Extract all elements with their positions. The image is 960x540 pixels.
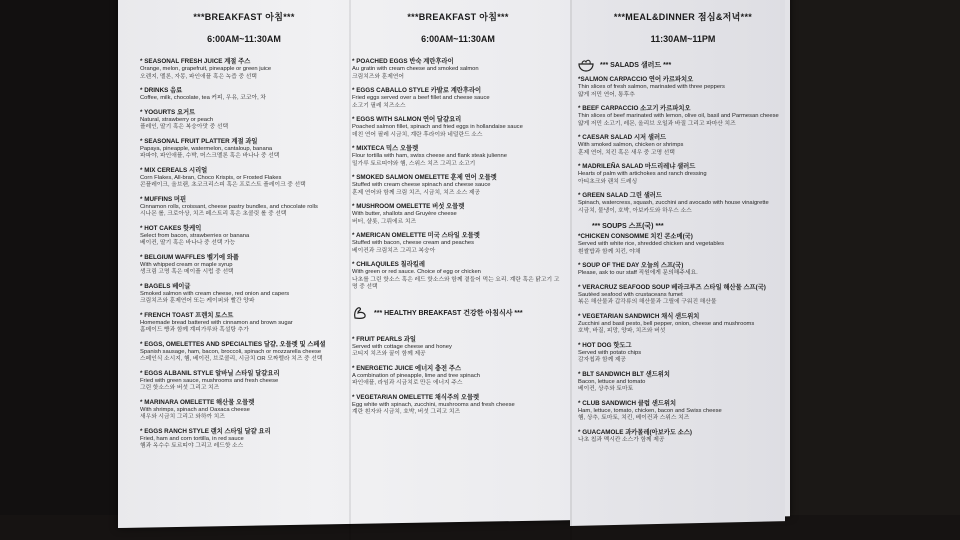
menu-item-name: * EGGS CABALLO STYLE 카발로 계란후라이 [352,87,482,94]
menu-item [578,76,788,99]
menu-item-description: Bacon, lettuce and tomato [578,378,646,385]
menu-item-name: * SOUP OF THE DAY 오늘의 스프(국) [578,262,684,269]
menu-item [352,232,564,255]
healthy-breakfast-heading [352,306,564,320]
soups-heading [592,221,788,231]
menu-item-description: Spanish sausage, ham, bacon, broccoli, spinach or mozzarella cheese [140,348,322,355]
menu-item-korean: 계란 흰자와 시금치, 호박, 버섯 그리고 치즈 [352,409,461,415]
menu-item [352,58,564,81]
salads-title: *** SALADS 샐러드 *** [600,62,672,69]
menu-item-description: Ham, lettuce, tomato, chicken, bacon and Swiss cheese [578,407,722,414]
menu-item-description: With smoked salmon, chicken or shrimps [578,142,684,148]
menu-item-name: * VEGETARIAN SANDWICH 채식 샌드위치 [578,312,700,320]
menu-item-name: * BEEF CARPACCIO 소고기 카르파치오 [578,105,691,112]
menu-item-korean: 나초를 그린 핫소스 혹은 레드 핫소스와 함께 곁들어 먹는 요리. 계란 혹은 닭고기 고명 중 선택 [352,276,560,290]
menu-item-description: Au gratin with cream cheese and smoked salmon [352,66,479,72]
menu-item-description: Fried with green sauce, mushrooms and fresh cheese [140,377,279,384]
soups-title: *** SOUPS 스프(국) *** [592,223,664,230]
column-title: ***BREAKFAST 아침*** [407,12,509,22]
menu-item [578,134,788,157]
menu-item-description: Sautéed seafood with crustaceans fumet [578,291,683,298]
menu-item-description: Stuffed with bacon, cheese cream and peaches [352,240,475,246]
menu-item-korean: 크림치즈와 훈제연어 또는 케이퍼와 빨간 양파 [140,298,255,304]
menu-item-name: * CAESAR SALAD 시저 샐러드 [578,134,667,141]
menu-item [140,341,348,364]
menu-item-name: * HOT DOG 핫도그 [578,341,632,349]
menu-item-name: * VEGETARIAN OMELETTE 채식주의 오믈렛 [352,393,480,401]
meal-dinner-column [578,10,788,450]
menu-item-description: With whipped cream or maple syrup [140,261,233,268]
menu-item-description: Served with white rice, shredded chicken and vegetables [578,241,724,247]
salads-list [578,76,788,215]
column-hours: 6:00AM~11:30AM [207,34,281,44]
menu-list [140,58,348,451]
healthy-menu-list [352,336,564,417]
menu-item [578,262,788,278]
fold-line-1 [349,0,351,540]
menu-item-name: * CLUB SANDWICH 클럽 샌드위치 [578,399,677,407]
menu-item-korean: 코티지 치즈와 꿀이 함께 제공 [352,351,426,357]
menu-item-name: * GUACAMOLE 과카몰레(아보카도 소스) [578,428,692,436]
menu-item-name: * POACHED EGGS 반숙 계란후라이 [352,58,454,65]
menu-item-description: Smoked salmon with cream cheese, red onion and capers [140,290,290,297]
menu-item-korean: 햄과 옥수수 토르띠야 그리고 레드핫 소스 [140,443,244,449]
column-title: ***BREAKFAST 아침*** [193,12,295,22]
fold-line-2 [570,0,572,540]
menu-item-korean: 생크림 고명 혹은 메이플 시럽 중 선택 [140,269,234,275]
menu-item [352,87,564,110]
menu-item-korean: 나초 칩과 멕시칸 소스가 함께 제공 [578,436,665,443]
menu-item-name: * FRUIT PEARLS 과일 [352,335,416,343]
menu-item-description: Cinnamon rolls, croissant, cheese pastry bundles, and chocolate rolls [140,203,318,210]
menu-item-description: Select from bacon, strawberries or banana [140,232,250,239]
menu-item-name: * YOGURTS 요거트 [140,108,196,116]
menu-item-korean: 오렌지, 멜론, 자몽, 파인애플 혹은 녹즙 중 선택 [140,73,257,80]
menu-item-korean: 얇게 저민 소고기, 레몬, 올리브 오일과 바질 그리고 파마산 치즈 [578,120,736,127]
breakfast-column-2 [352,10,564,423]
salads-heading [578,58,788,72]
menu-item-description: Please, ask to our staff 직원에게 문의해주세요. [578,270,698,276]
menu-item-name: * EGGS RANCH STYLE 랜치 스타일 달걀 요리 [140,427,271,435]
menu-item [578,342,788,365]
menu-item-korean: 훈제 연어, 치킨 혹은 새우 중 고명 선택 [578,149,675,156]
menu-item-name: * EGGS ALBANIL STYLE 알바닐 스타일 달걀요리 [140,369,280,377]
menu-item-description: Served with potato chips [578,349,642,356]
menu-item-description: Served with cottage cheese and honey [352,343,452,350]
menu-item-name: * MIXTECA 믹스 오믈렛 [352,145,419,152]
menu-item-name: *CHICKEN CONSOMME 치킨 콘소메(국) [578,233,693,240]
menu-item-korean: 베이컨, 딸기 혹은 바나나 중 선택 가능 [140,240,236,246]
menu-item-description: Homemade bread battered with cinnamon and brown sugar [140,319,293,326]
menu-item [578,313,788,336]
column-hours: 6:00AM~11:30AM [421,34,495,44]
menu-item-name: * FRENCH TOAST 프렌치 토스트 [140,311,234,319]
menu-item-name: * BAGELS 베이글 [140,282,191,290]
menu-item-name: * GREEN SALAD 그린 샐러드 [578,192,662,199]
menu-item-korean: 아티초크와 랜치 드레싱 [578,178,638,185]
menu-item [140,225,348,248]
menu-item-name: *SALMON CARPACCIO 연어 카르파치오 [578,76,694,83]
menu-item [140,109,348,132]
menu-item [140,428,348,451]
menu-item [352,336,564,359]
menu-item-name: * MARINARA OMELETTE 해산물 오믈렛 [140,398,255,406]
menu-item [140,58,348,81]
menu-item-name: * MADRILEÑA SALAD 마드리레냐 샐러드 [578,163,696,170]
menu-item-korean: 버터, 샬롯, 그뤼에르 치즈 [352,218,417,225]
menu-item [140,399,348,422]
menu-item [140,87,348,103]
menu-item-description: Egg white with spinach, zucchini, mushrooms and fresh cheese [352,401,515,408]
menu-item [140,283,348,306]
menu-item-name: * SEASONAL FRUIT PLATTER 계절 과일 [140,137,258,145]
menu-item [140,196,348,219]
menu-item [352,203,564,226]
menu-item-name: * MUSHROOM OMELETTE 버섯 오믈렛 [352,203,465,210]
menu-item-description: Poached salmon fillet, spinach and fried eggs in hollandaise sauce [352,124,523,130]
menu-item-name: * SMOKED SALMON OMELETTE 훈제 연어 오믈렛 [352,174,497,181]
menu-item-name: * HOT CAKES 핫케익 [140,224,202,232]
menu-item [352,261,564,292]
menu-item [578,105,788,128]
menu-item-description: Corn Flakes, All-bran, Choco Krispis, or Frosted Flakes [140,174,282,181]
menu-item [578,400,788,423]
menu-item [352,116,564,139]
menu-item-description: With shrimps, spinach and Oaxaca cheese [140,406,250,413]
menu-item-korean: 소고기 필레 치즈소스 [352,102,406,109]
menu-item-name: * ENERGETIC JUICE 에너지 충전 주스 [352,364,462,372]
menu-item [140,138,348,161]
menu-item-description: With butter, shallots and Gruyère cheese [352,211,457,217]
menu-item-korean: 크림치즈와 훈제연어 [352,73,405,80]
menu-item-korean: 데친 연어 필레 시금치, 계란 후라이와 네덜란드 소스 [352,131,483,138]
menu-item [578,429,788,445]
menu-item-description: Fried eggs served over a beef fillet and cheese sauce [352,95,490,101]
salad-bowl-icon [578,58,594,72]
menu-item-korean: 시나몬 롤, 크로아상, 치즈 페스트리 혹은 초콜릿 롤 중 선택 [140,211,287,217]
menu-item-name: * DRINKS 음료 [140,87,183,94]
breakfast-column-1 [140,10,348,457]
menu-item [578,371,788,394]
menu-item-description: Natural, strawberry or peach [140,116,214,123]
menu-item-name: * SEASONAL FRESH JUICE 계절 주스 [140,58,251,65]
menu-item-name: * BELGIUM WAFFLES 벨기에 와플 [140,253,239,261]
menu-item [578,233,788,256]
menu-item [578,163,788,186]
menu-item-description: Papaya, pineapple, watermelon, cantaloup, banana [140,145,273,152]
menu-item [352,145,564,168]
column-hours: 11:30AM~11PM [650,34,716,44]
menu-item-name: * CHILAQUILES 칠라킬레 [352,261,425,268]
menu-item-korean: 베이컨과 크림치즈 그리고 복숭아 [352,247,436,254]
menu-item-korean: 시금치, 물냉이, 호박, 아보카도와 하우스 소스 [578,207,692,214]
menu-item [352,174,564,197]
menu-item-korean: 흰쌀밥과 함께 치킨, 야채 [578,248,641,255]
menu-item-description: Flour tortilla with ham, swiss cheese and flank steak julienne [352,153,507,159]
menu-item-korean: 새우와 시금치 그리고 와하까 치즈 [140,414,225,420]
column-title: ***MEAL&DINNER 점심&저녁*** [613,12,753,22]
menu-item [352,394,564,417]
menu-item-description: Hearts of palm with artichokes and ranch dressing [578,171,707,177]
menu-item-description: Thin slices of beef marinated with lemon, olive oil, basil and Parmesan cheese [578,113,779,119]
menu-item-description: Zucchini and basil pesto, bell pepper, onion, cheese and mushrooms [578,320,755,327]
menu-item-korean: 홈메이드 빵과 함께 계피가루와 흑설탕 추가 [140,327,249,333]
menu-item-name: * EGGS, OMELETTES AND SPECIALTIES 달걀, 오믈렛 및 스페셜 [140,340,326,348]
menu-item-description: With green or red sauce. Choice of egg or chicken [352,269,481,275]
menu-item-korean: 파인애플, 라임과 시금치로 만든 에너지 주스 [352,380,463,386]
menu-item [140,312,348,335]
menu-item-description: Orange, melon, grapefruit, pineapple or green juice [140,66,272,72]
menu-list [352,58,564,292]
table-background [0,0,120,540]
menu-item-korean: 파파야, 파인애플, 수박, 머스크멜론 혹은 바나나 중 선택 [140,153,280,159]
menu-item-korean: 감자칩과 함께 제공 [578,357,627,363]
menu-item-description: Thin slices of fresh salmon, marinated with three peppers [578,84,725,90]
menu-item [140,370,348,393]
menu-item-name: * BLT SANDWICH BLT 샌드위치 [578,370,670,378]
menu-item-korean: 베이컨, 상추와 토마토 [578,386,634,392]
menu-item-description: Stuffed with cream cheese spinach and cheese sauce [352,182,491,188]
menu-item-korean: 밀가루 토르띠야와 햄, 스위스 치즈 그리고 소고기 [352,160,476,167]
menu-item-name: * AMERICAN OMELETTE 미국 스타일 오믈렛 [352,232,480,239]
menu-item-korean: 햄, 상추, 토마토, 치킨, 베이컨과 스위스 치즈 [578,415,690,421]
menu-item-korean: 플레인, 딸기 혹은 복숭아맛 중 선택 [140,124,229,130]
menu-item [578,284,788,307]
menu-item-korean: 그린 핫소스와 버섯 그리고 치즈 [140,385,220,391]
menu-item-korean: 훈제 연어와 함께 크림 치즈, 시금치, 치즈 소스 제공 [352,189,481,196]
menu-item-name: * MUFFINS 머핀 [140,195,187,203]
menu-item-korean: 스페인식 소시지, 햄, 베이컨, 브로콜리, 시금치 OR 모짜렐라 치즈 중 선택 [140,356,323,362]
menu-item-name: * EGGS WITH SALMON 연어 달걀요리 [352,116,462,123]
flexed-arm-icon [352,306,368,320]
menu-item [140,254,348,277]
menu-item-description: Coffee, milk, chocolate, tea 커피, 우유, 코코아, 차 [140,95,266,101]
menu-item-korean: 호박, 바질, 피망, 양파, 치즈와 버섯 [578,328,666,334]
healthy-breakfast-title: *** HEALTHY BREAKFAST 건강한 아침식사 *** [374,309,523,317]
menu-item-description: Fried, ham and corn tortilla, in red sauce [140,435,244,442]
menu-item [352,365,564,388]
soups-list [578,233,788,444]
menu-item-korean: 볶은 해산물과 갑각류의 해산물과 그릴에 구워진 해산물 [578,299,717,305]
menu-item-korean: 콘플레이크, 올브랜, 초코크리스피 혹은 프로스트 플레이크 중 선택 [140,182,306,188]
menu-item-description: Spinach, watercress, squash, zucchini and avocado with house vinaigrette [578,200,769,206]
menu-item-name: * MIX CEREALS 시리얼 [140,166,208,174]
menu-item-name: * VERACRUZ SEAFOOD SOUP 베라크루즈 스타일 해산물 스프(국) [578,283,766,291]
menu-item-description: A combination of pineapple, lime and tree spinach [352,372,480,379]
menu-item-korean: 얇게 저민 연어, 통후추 [578,91,635,98]
menu-item [140,167,348,190]
menu-item [578,192,788,215]
